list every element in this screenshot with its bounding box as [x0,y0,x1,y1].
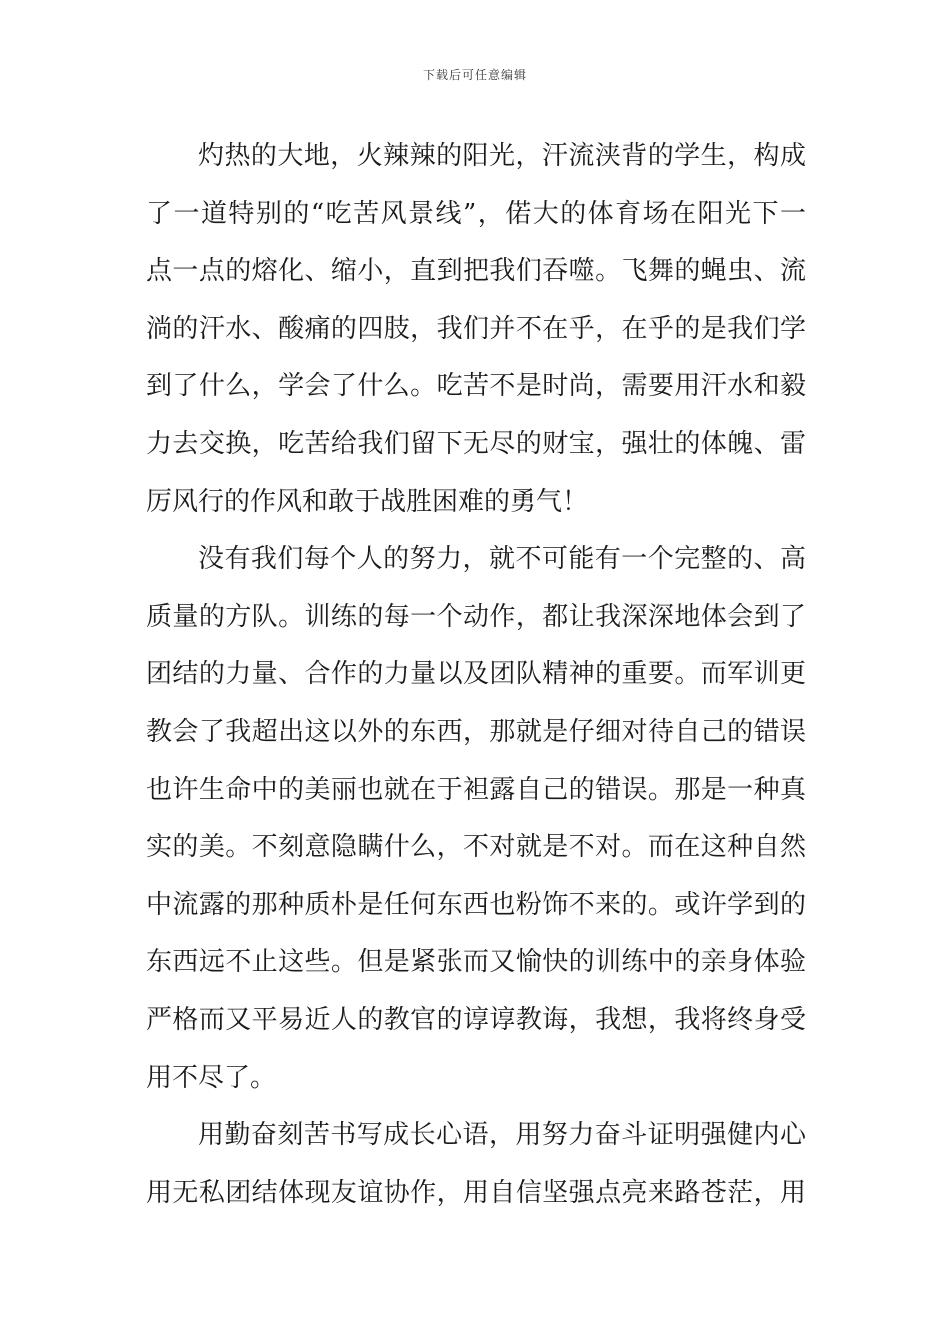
paragraph-2-line-6: 实的美。不刻意隐瞒什么，不对就是不对。而在这种自然 [146,832,806,863]
paragraph-2-line-2: 质量的方队。训练的每一个动作，都让我深深地体会到了 [146,601,806,632]
paragraph-1-line-7: 厉风行的作风和敢于战胜困难的勇气！ [146,486,589,517]
paragraph-1-line-6: 力去交换，吃苦给我们留下无尽的财宝，强壮的体魄、雷 [146,428,806,459]
paragraph-1-line-5: 到了什么，学会了什么。吃苦不是时尚，需要用汗水和毅 [146,371,806,402]
paragraph-2-line-3: 团结的力量、合作的力量以及团队精神的重要。而军训更 [146,659,806,690]
paragraph-2-line-8: 东西远不止这些。但是紧张而又愉快的训练中的亲身体验 [146,947,806,978]
paragraph-1-line-1: 灼热的大地，火辣辣的阳光，汗流浃背的学生，构成 [198,141,806,171]
body-text [146,128,806,1222]
paragraph-2-line-4: 教会了我超出这以外的东西，那就是仔细对待自己的错误 [146,716,806,747]
paragraph-2-line-9: 严格而又平易近人的教官的谆谆教诲，我想，我将终身受 [146,1004,806,1035]
paragraph-2-line-5: 也许生命中的美丽也就在于袒露自己的错误。那是一种真 [146,774,806,805]
paragraph-2-line-7: 中流露的那种质朴是任何东西也粉饰不来的。或许学到的 [146,889,806,920]
paragraph-3-line-1: 用勤奋刻苦书写成长心语，用努力奋斗证明强健内心 [198,1120,806,1151]
paragraph-1-line-4: 淌的汗水、酸痛的四肢，我们并不在乎，在乎的是我们学 [146,313,806,344]
paragraph-2-line-10: 用不尽了。 [146,1062,277,1093]
header-note: 下载后可任意编辑 [422,68,527,82]
paragraph-1-line-3: 点一点的熔化、缩小，直到把我们吞噬。飞舞的蝇虫、流 [146,256,806,287]
paragraph-1-line-2: 了一道特别的“吃苦风景线”，偌大的体育场在阳光下一 [146,198,806,229]
paragraph-3-line-2: 用无私团结体现友谊协作，用自信坚强点亮来路苍茫，用 [146,1177,806,1208]
paragraph-2-line-1: 没有我们每个人的努力，就不可能有一个完整的、高 [198,544,806,575]
